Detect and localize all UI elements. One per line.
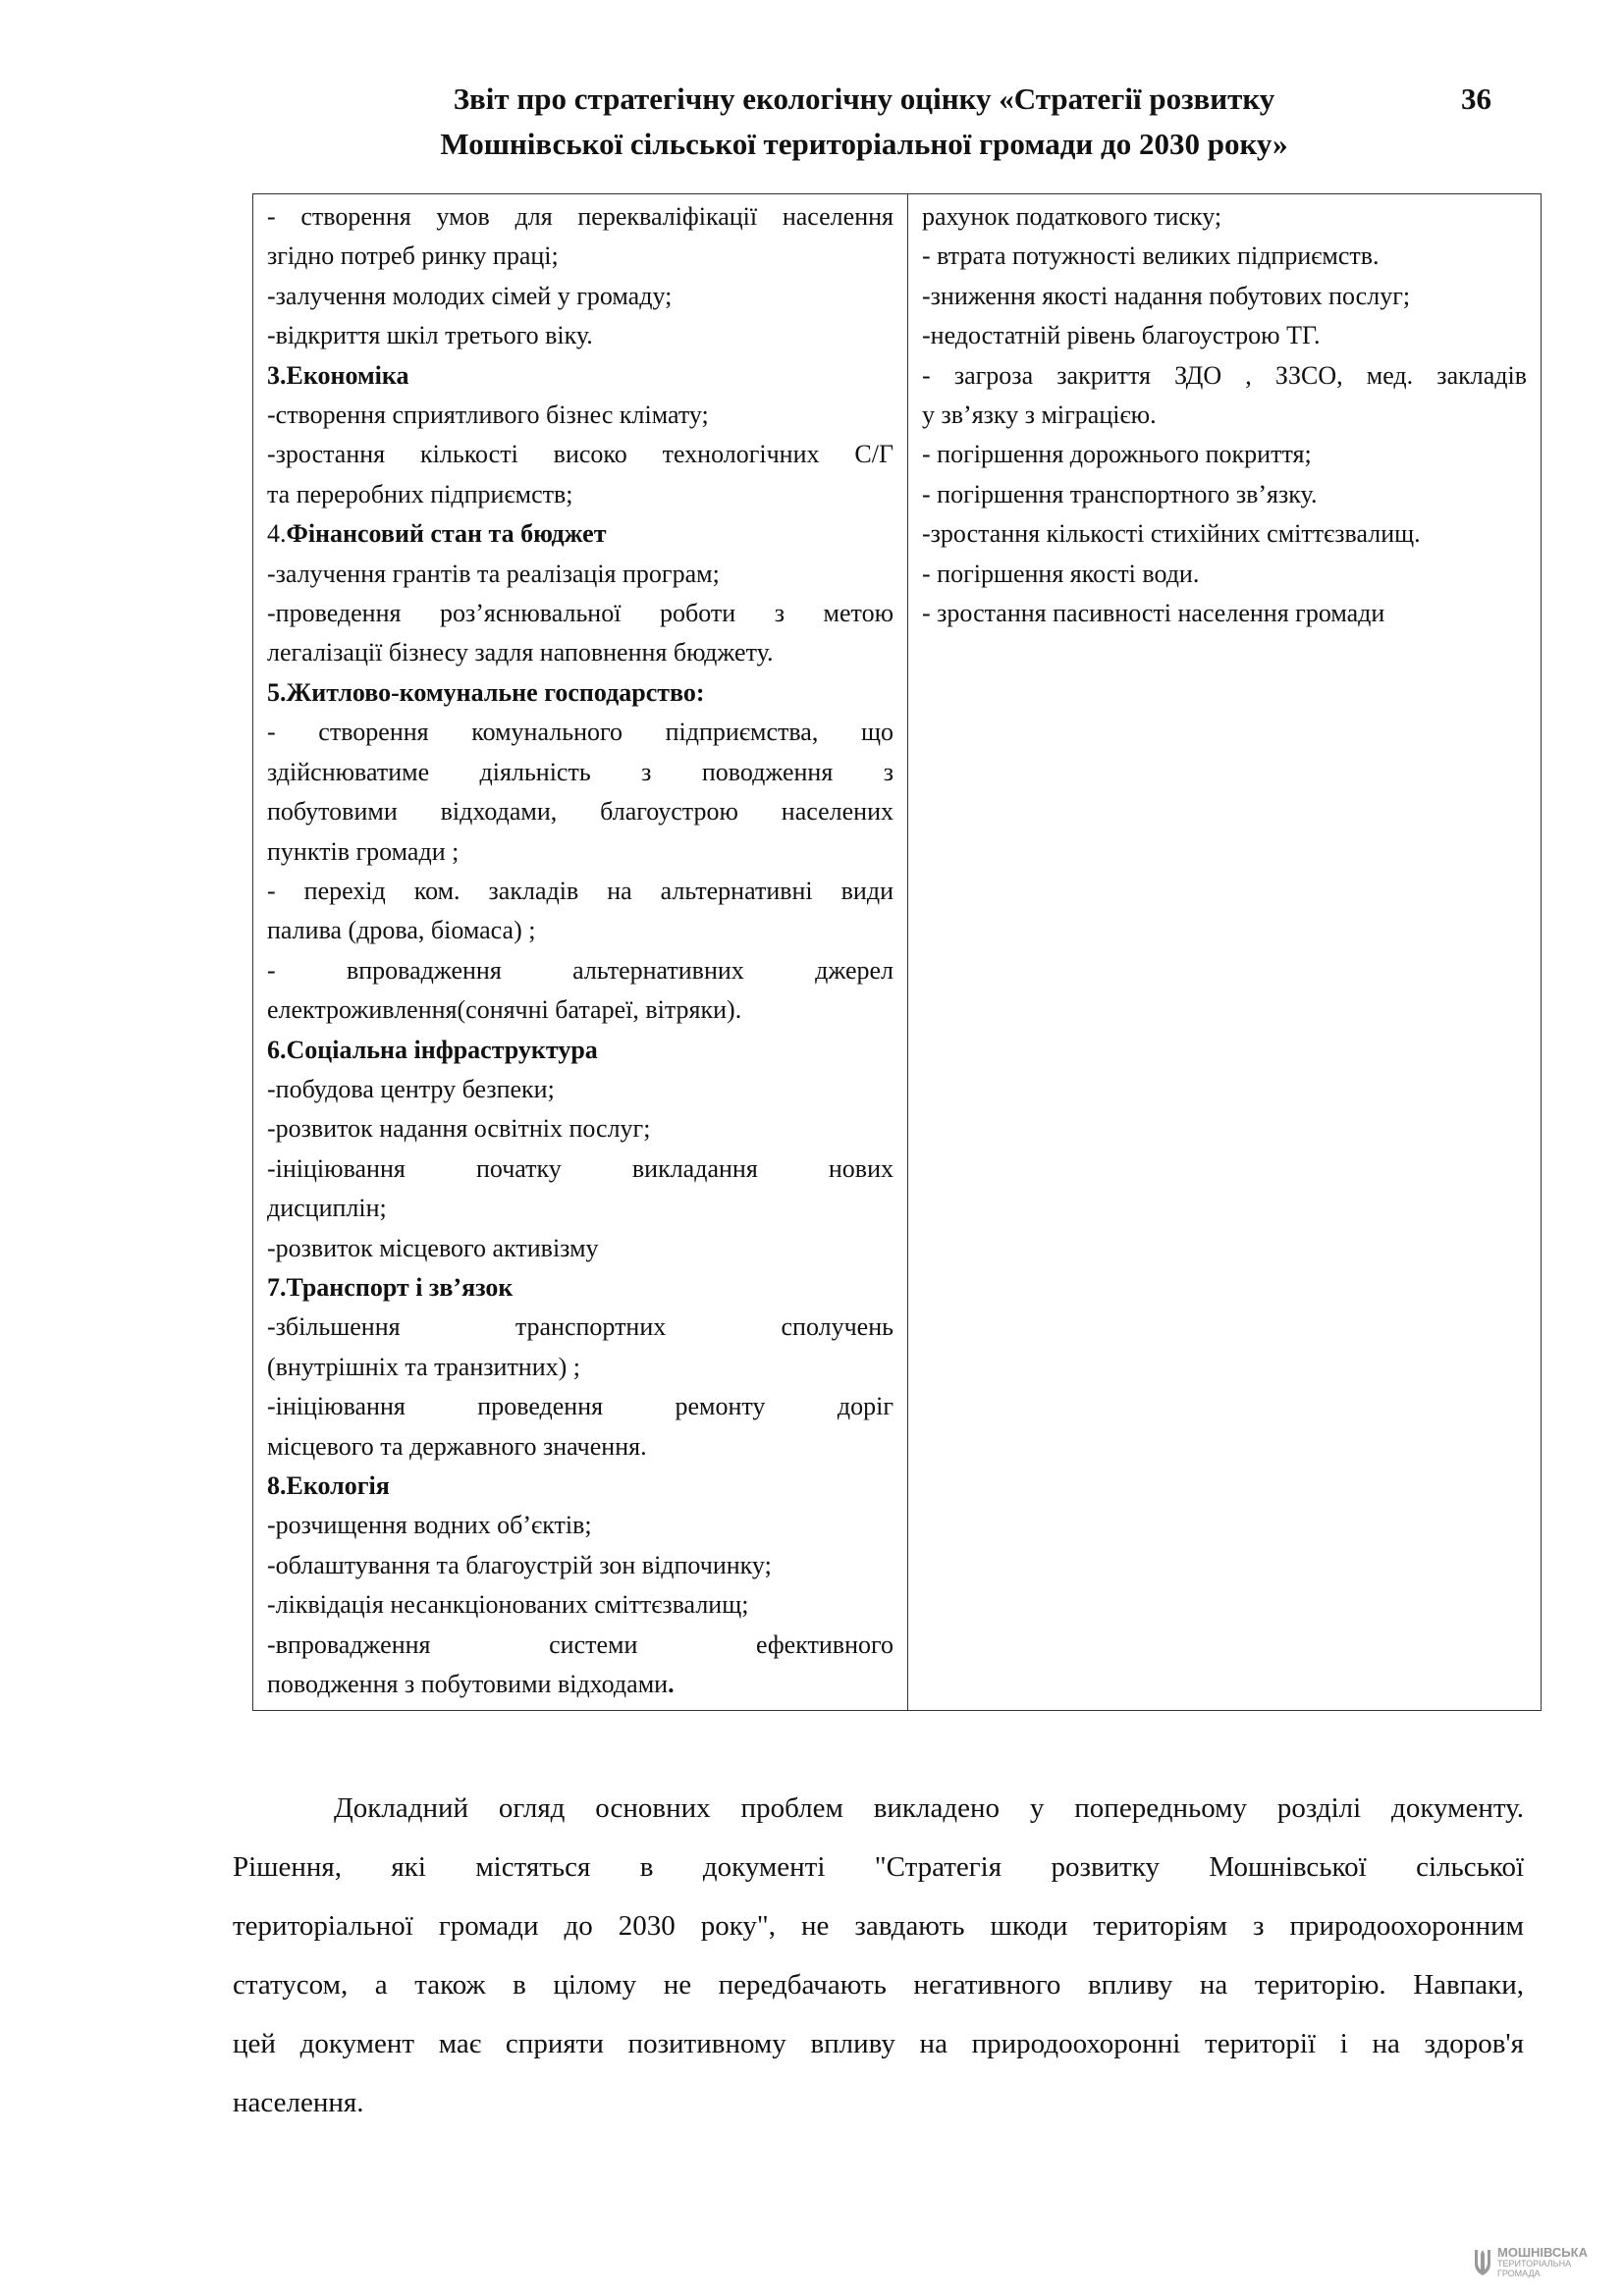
text-line xyxy=(922,277,1527,316)
text-line xyxy=(233,1955,1524,2014)
line-text: -зростання кількості високо технологічних С/Г xyxy=(267,440,893,469)
table-row xyxy=(253,194,1542,1711)
text-line xyxy=(267,911,893,950)
line-text: Рішення, які містяться в документі "Стратегія розвитку Мошнівської сільської xyxy=(233,1851,1524,1883)
text-line xyxy=(922,396,1527,435)
conclusion-paragraph xyxy=(233,1779,1524,2132)
line-text: - погіршення дорожнього покриття; xyxy=(922,440,1312,469)
section-heading: 8.Екологія xyxy=(267,1471,390,1500)
line-text: побутовими відходами, благоустрою населених xyxy=(267,797,893,827)
text-line xyxy=(267,1268,893,1308)
header-title-line-1: Звіт про стратегічну екологічну оцінку «Стратегії розвитку xyxy=(453,81,1275,116)
line-text: -недостатній рівень благоустрою ТГ. xyxy=(922,321,1321,350)
text-line xyxy=(267,1308,893,1347)
text-line xyxy=(267,1506,893,1545)
line-text: легалізації бізнесу задля наповнення бюджету. xyxy=(267,638,774,667)
line-text: здійснюватиме діяльність з поводження з xyxy=(267,757,893,786)
report-header xyxy=(353,77,1375,167)
text-line xyxy=(267,396,893,435)
text-line xyxy=(267,1585,893,1625)
text-line xyxy=(922,555,1527,594)
text-line xyxy=(267,197,893,237)
logo-line-3: ГРОМАДА xyxy=(1497,2269,1541,2278)
swot-table xyxy=(252,193,1542,1711)
text-line xyxy=(267,514,893,554)
text-line xyxy=(267,277,893,316)
line-text: -зростання кількості стихійних сміттєзвалищ. xyxy=(922,519,1421,549)
line-text: -ініціювання початку викладання нових xyxy=(267,1153,893,1183)
text-line xyxy=(233,2073,1524,2132)
line-suffix: . xyxy=(668,1670,675,1699)
text-line xyxy=(922,514,1527,554)
line-text: -зниження якості надання побутових послуг; xyxy=(922,281,1411,310)
page-number: 36 xyxy=(1461,81,1491,116)
text-line xyxy=(922,197,1527,237)
line-text: місцевого та державного значення. xyxy=(267,1431,647,1461)
text-line xyxy=(267,1229,893,1268)
text-line xyxy=(267,1427,893,1467)
line-text: у зв’язку з міграцією. xyxy=(922,400,1157,430)
line-text: палива (дрова, біомаса) ; xyxy=(267,916,536,945)
text-line xyxy=(267,237,893,276)
logo-line-1: МОШНІВСЬКА xyxy=(1497,2245,1588,2260)
line-text: - впровадження альтернативних джерел xyxy=(267,955,893,985)
line-text: цей документ має сприяти позитивному впливу на природоохоронні території і на здоров'я xyxy=(233,2028,1524,2059)
text-line xyxy=(267,555,893,594)
section-heading: 3.Економіка xyxy=(267,360,409,390)
line-text: -впровадження системи ефективного xyxy=(267,1629,893,1659)
threats-cell xyxy=(908,194,1542,1711)
line-text: - створення комунального підприємства, що xyxy=(267,718,893,747)
text-line xyxy=(267,1546,893,1585)
line-text: згідно потреб ринку праці; xyxy=(267,241,559,271)
text-line xyxy=(233,2014,1524,2073)
line-text: (внутрішніх та транзитних) ; xyxy=(267,1352,581,1381)
text-line xyxy=(267,832,893,872)
text-line xyxy=(267,713,893,752)
text-line xyxy=(267,594,893,633)
line-text: -відкриття шкіл третього віку. xyxy=(267,321,593,350)
line-text: та переробних підприємств; xyxy=(267,479,573,508)
line-text: територіальної громади до 2030 року", не завдають шкоди територіям з природоохоронним xyxy=(233,1910,1524,1942)
text-line xyxy=(233,1779,1524,1838)
text-line xyxy=(267,316,893,355)
header-title-line-2: Мошнівської сільської територіальної громади до 2030 року» xyxy=(440,127,1288,161)
text-line xyxy=(267,1665,893,1704)
line-text: -облаштування та благоустрій зон відпочинку; xyxy=(267,1550,772,1579)
line-text: -залучення грантів та реалізація програм; xyxy=(267,559,720,588)
section-heading: 6.Соціальна інфраструктура xyxy=(267,1035,598,1064)
line-text: - погіршення транспортного зв’язку. xyxy=(922,479,1318,508)
text-line xyxy=(267,951,893,990)
text-line xyxy=(267,1348,893,1387)
line-text: -залучення молодих сімей у громаду; xyxy=(267,281,673,310)
line-text: - погіршення якості води. xyxy=(922,559,1200,588)
line-text: статусом, а також в цілому не передбачають негативного впливу на територію. Навпаки, xyxy=(233,1969,1524,2001)
text-line xyxy=(267,872,893,911)
text-line xyxy=(267,990,893,1030)
trident-icon xyxy=(1473,2248,1492,2277)
line-text: -розвиток місцевого активізму xyxy=(267,1233,599,1262)
section-heading: 7.Транспорт і зв’язок xyxy=(267,1272,514,1302)
line-text: пунктів громади ; xyxy=(267,836,460,866)
text-line xyxy=(267,475,893,514)
line-text: - загроза закриття ЗДО , ЗЗСО, мед. закладів xyxy=(922,360,1527,390)
text-line xyxy=(922,475,1527,514)
line-text: - втрата потужності великих підприємств. xyxy=(922,241,1380,271)
opportunities-cell xyxy=(253,194,908,1711)
text-line xyxy=(267,1467,893,1506)
text-line xyxy=(267,633,893,672)
text-line xyxy=(267,1149,893,1189)
text-line xyxy=(233,1838,1524,1896)
text-line xyxy=(922,316,1527,355)
text-line xyxy=(267,356,893,396)
line-text: -проведення роз’яснювальної роботи з метою xyxy=(267,599,893,628)
text-line xyxy=(267,1070,893,1109)
text-line xyxy=(267,753,893,792)
line-text: -ліквідація несанкціонованих сміттєзвалищ; xyxy=(267,1590,749,1620)
text-line xyxy=(922,237,1527,276)
line-text: електроживлення(сонячні батареї, вітряки). xyxy=(267,995,742,1025)
text-line xyxy=(267,1626,893,1665)
section-number: 4. xyxy=(267,519,287,549)
community-logo xyxy=(1473,2246,1588,2278)
logo-line-2: ТЕРИТОРІАЛЬНА xyxy=(1497,2259,1572,2269)
section-heading: Фінансовий стан та бюджет xyxy=(286,519,607,549)
text-line xyxy=(267,792,893,831)
line-text: Докладний огляд основних проблем викладено у попередньому розділі документу. xyxy=(334,1792,1524,1824)
line-text: -збільшення транспортних сполучень xyxy=(267,1312,893,1342)
text-line xyxy=(922,356,1527,396)
line-text: - створення умов для перекваліфікації населення xyxy=(267,202,893,231)
text-line xyxy=(922,594,1527,633)
line-text: -ініціювання проведення ремонту доріг xyxy=(267,1392,893,1421)
section-heading: 5.Житлово-комунальне господарство: xyxy=(267,677,705,707)
text-line xyxy=(267,673,893,713)
line-text: -розчищення водних об’єктів; xyxy=(267,1511,592,1540)
text-line xyxy=(267,1189,893,1228)
text-line xyxy=(267,435,893,474)
text-line xyxy=(267,1387,893,1426)
text-line xyxy=(267,1031,893,1070)
text-line xyxy=(922,435,1527,474)
line-text: - зростання пасивності населення громади xyxy=(922,599,1385,628)
text-line xyxy=(233,1896,1524,1955)
line-text: рахунок податкового тиску; xyxy=(922,202,1222,231)
line-text: -побудова центру безпеки; xyxy=(267,1074,555,1103)
line-text: -розвиток надання освітніх послуг; xyxy=(267,1114,651,1144)
line-text: дисциплін; xyxy=(267,1194,387,1223)
text-line xyxy=(267,1109,893,1148)
line-text: поводження з побутовими відходами xyxy=(267,1670,669,1699)
line-text: -створення сприятливого бізнес клімату; xyxy=(267,400,709,430)
line-text: населення. xyxy=(233,2087,364,2118)
line-text: - перехід ком. закладів на альтернативні види xyxy=(267,876,893,905)
